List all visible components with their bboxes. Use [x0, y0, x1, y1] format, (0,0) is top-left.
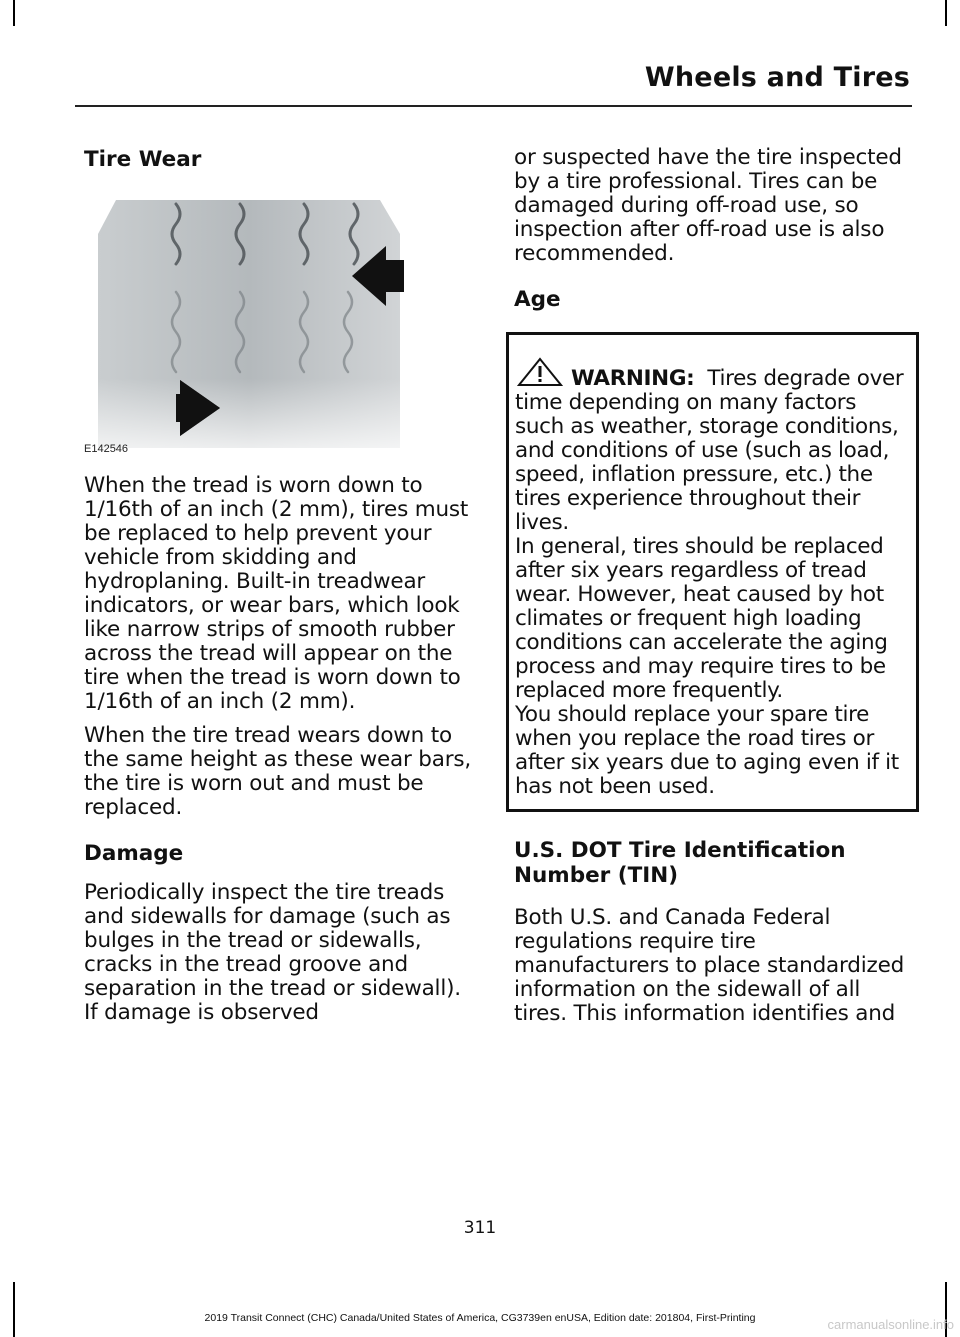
- warning-label: WARNING:: [571, 366, 695, 391]
- watermark: carmanualsonline.info: [827, 1317, 954, 1332]
- warning-text-1: [515, 357, 910, 535]
- damage-heading: Damage: [84, 841, 184, 866]
- age-heading: Age: [514, 287, 561, 312]
- tin-paragraph: Both U.S. and Canada Federal regulations require tire manufacturers to place standardized information on the sidewall of all tires. This information identifies and: [514, 905, 905, 1026]
- damage-paragraph: Periodically inspect the tire treads and sidewalls for damage (such as bulges in the tread or sidewalls, cracks in the tread groove and separation in the tread or sidewall). If damage is observed: [84, 880, 461, 1025]
- page-section-title: Wheels and Tires: [644, 62, 910, 93]
- warning-triangle-icon: [517, 357, 563, 387]
- tire-wear-heading: Tire Wear: [84, 147, 202, 172]
- figure-id: E142546: [84, 443, 129, 455]
- crop-mark-bottom-left: [13, 1282, 15, 1337]
- tire-tread-illustration: [84, 200, 416, 448]
- warning-text-3: You should replace your spare tire when you replace the road tires or after six years due to aging even if it has not been used.: [515, 702, 899, 799]
- tread-wear-paragraph: When the tread is worn down to 1/16th of an inch (2 mm), tires must be replaced to help prevent your vehicle from skidding and hydroplaning. Built-in treadwear indicators, or wear bars, which look like narrow strips of smooth rubber across the tread will appear on the tire when the tread is worn down to 1/16th of an inch (2 mm).: [84, 473, 469, 714]
- warning-box: [506, 332, 919, 812]
- page-number: 311: [463, 1218, 497, 1238]
- header-divider: [75, 105, 912, 107]
- wear-bar-paragraph: When the tire tread wears down to the same height as these wear bars, the tire is worn out and must be replaced.: [84, 723, 471, 820]
- left-column: [84, 146, 479, 1025]
- right-column: [514, 146, 914, 1026]
- document-info: 2019 Transit Connect (CHC) Canada/United States of America, CG3739en enUSA, Edition date: 201804, First-Printing: [204, 1312, 756, 1324]
- crop-mark-top-left: [13, 0, 15, 26]
- damage-continued-paragraph: or suspected have the tire inspected by a tire professional. Tires can be damaged during off-road use, so inspection after off-road use is also recommended.: [514, 145, 902, 266]
- tin-heading: U.S. DOT Tire Identification Number (TIN): [514, 838, 846, 888]
- warning-text-2: In general, tires should be replaced after six years regardless of tread wear. However, heat caused by hot climates or frequent high loading conditions can accelerate the aging process and may require tires to be replaced more frequently.: [515, 534, 888, 703]
- tread-wear-figure: [84, 200, 416, 455]
- warning-intro: Tires degrade over time depending on many factors such as weather, storage conditions, and conditions of use (such as load, speed, inflation pressure, etc.) the tires experience throughout their lives.: [515, 366, 904, 535]
- crop-mark-top-right: [945, 0, 947, 26]
